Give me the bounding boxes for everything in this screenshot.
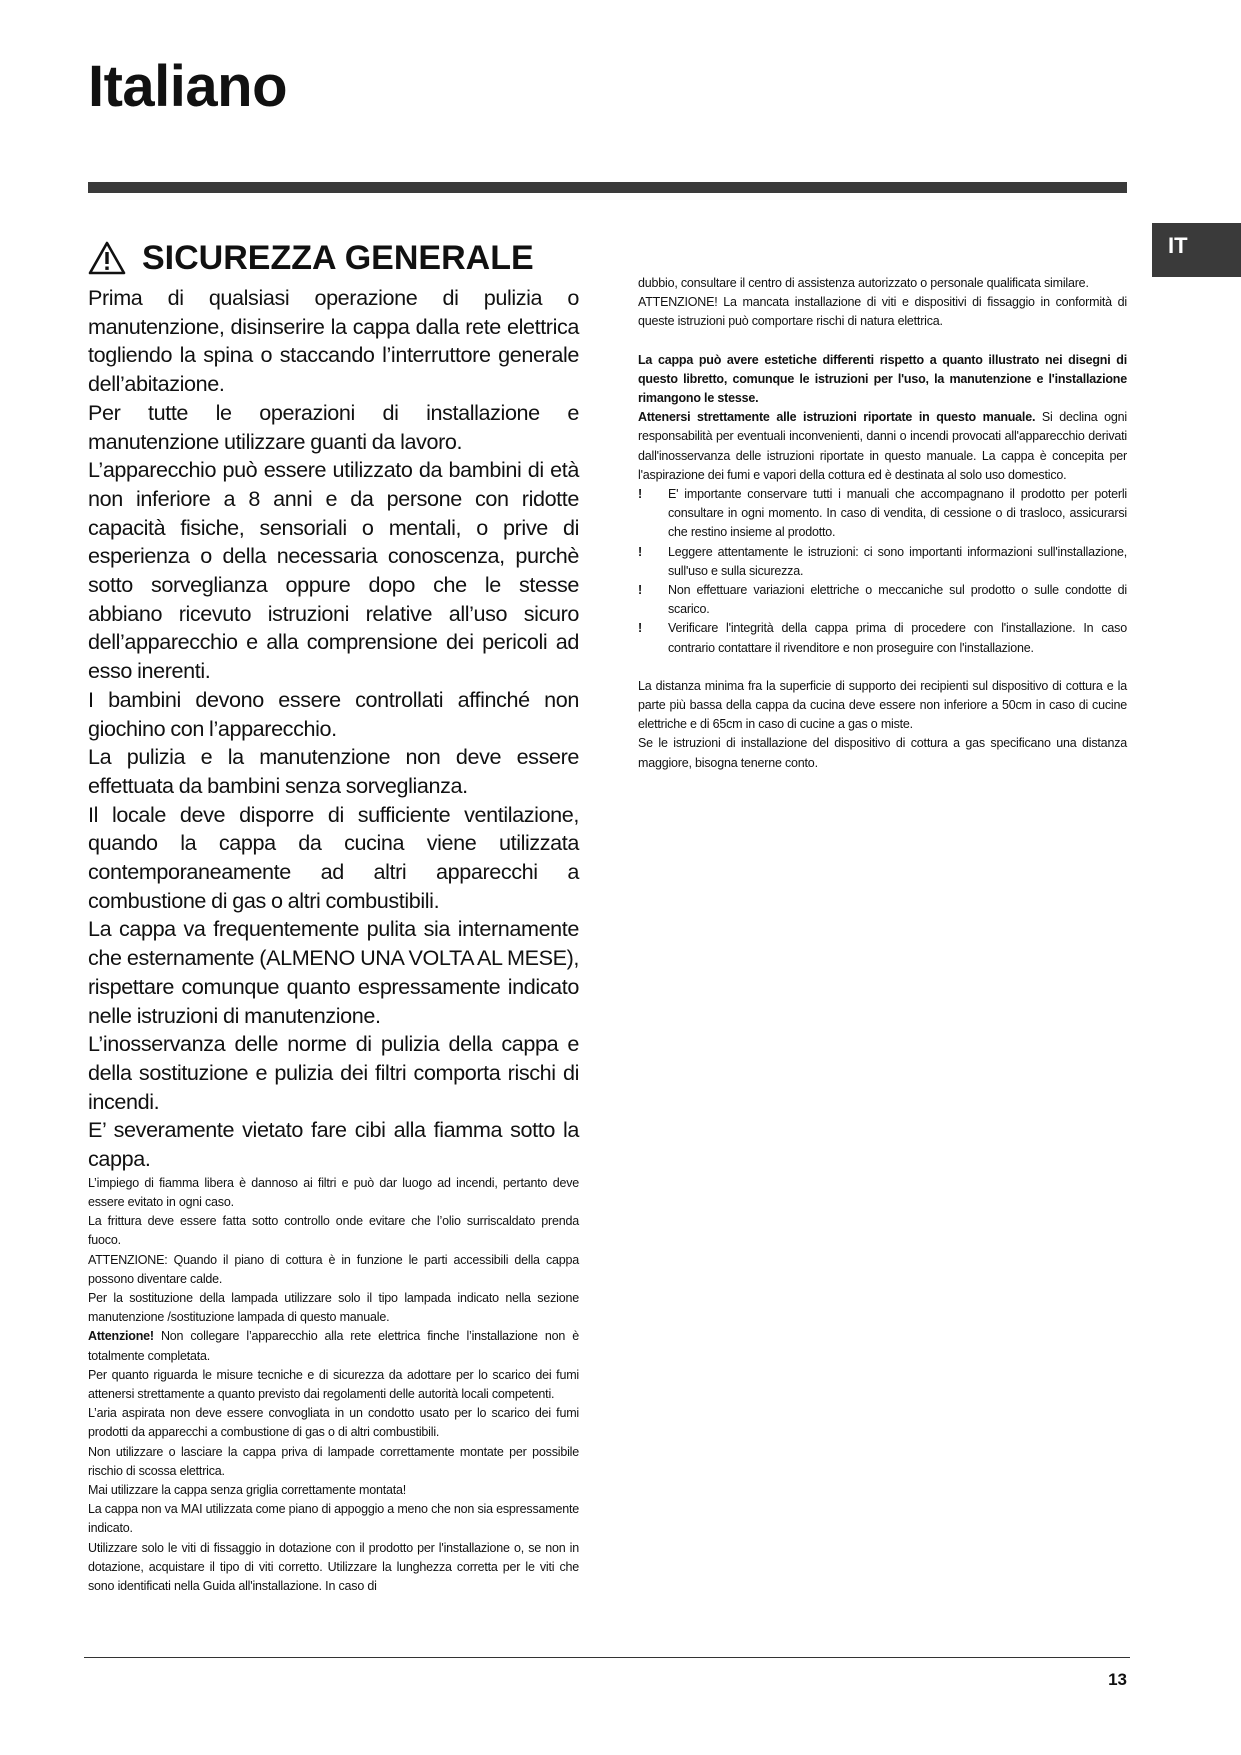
- warning-triangle-icon: [88, 241, 126, 275]
- small-paragraph: La distanza minima fra la superficie di supporto dei recipienti sul dispositivo di cottura e la parte più bassa della cappa da cucina deve essere non inferiore a 50cm in caso di cucine elettriche e di 65cm in caso di cucine a gas o miste.: [638, 678, 1127, 732]
- attention-label: Attenzione!: [88, 1329, 154, 1344]
- language-tab: IT: [1152, 223, 1241, 277]
- small-paragraph: La cappa non va MAI utilizzata come piano di appoggio a meno che non sia espressamente indicato.: [88, 1502, 579, 1536]
- page-title: Italiano: [88, 54, 288, 119]
- exclamation-bullet: !: [638, 621, 643, 636]
- adhere-label: Attenersi strettamente alle istruzioni riportate in questo manuale.: [638, 410, 1036, 425]
- small-paragraph: Utilizzare solo le viti di fissaggio in dotazione con il prodotto per l'installazione o, se non in dotazione, acquistare il tipo di viti corretto. Utilizzare la lunghezza corretta per le viti che sono identificati nella Guida all'installazione. In caso di: [88, 1540, 579, 1594]
- small-paragraph: Non utilizzare o lasciare la cappa priva di lampade correttamente montate per possibile rischio di scossa elettrica.: [88, 1444, 579, 1478]
- small-paragraph: L’impiego di fiamma libera è dannoso ai filtri e può dar luogo ad incendi, pertanto deve essere evitato in ogni caso.: [88, 1175, 579, 1209]
- list-item-text: Leggere attentamente le istruzioni: ci sono importanti informazioni sull'installazione, sull'uso e sulla sicurezza.: [668, 544, 1127, 578]
- paragraph: E’ severamente vietato fare cibi alla fiamma sotto la cappa.: [88, 1117, 579, 1172]
- spacer: [638, 658, 1127, 677]
- paragraph: La pulizia e la manutenzione non deve essere effettuata da bambini senza sorveglianza.: [88, 744, 579, 798]
- adhere-text: Si declina ogni responsabilità per eventuali inconvenienti, danni o incendi provocati all'apparecchio derivati dall'inosservanza delle istruzioni riportate in questo manuale. La cappa è concepita per l'aspirazione dei fumi e vapori della cottura ed è destinata al solo uso domestico.: [638, 410, 1128, 482]
- small-paragraph: Per la sostituzione della lampada utilizzare solo il tipo lampada indicato nella sezione manutenzione /sostituzione lampada di questo manuale.: [88, 1291, 579, 1325]
- list-item: [638, 543, 1127, 581]
- small-paragraph: ATTENZIONE! La mancata installazione di viti e dispositivi di fissaggio in conformità di queste istruzioni può comportare rischi di natura elettrica.: [638, 295, 1127, 329]
- small-paragraph: ATTENZIONE: Quando il piano di cottura è in funzione le parti accessibili della cappa possono diventare calde.: [88, 1252, 579, 1286]
- list-item-text: E' importante conservare tutti i manuali che accompagnano il prodotto per poterli consultare in ogni momento. In caso di vendita, di cessione o di trasloco, assicurarsi che restino insieme al prodotto.: [668, 487, 1127, 540]
- small-paragraph: L’aria aspirata non deve essere convogliata in un condotto usato per lo scarico dei fumi prodotti da apparecchi a combustione di gas o di altri combustibili.: [88, 1406, 579, 1440]
- exclamation-bullet: !: [638, 487, 643, 502]
- paragraph: I bambini devono essere controllati affinché non giochino con l’apparecchio.: [88, 686, 579, 741]
- paragraph: Prima di qualsiasi operazione di pulizia o manutenzione, disinserire la cappa dalla rete elettrica togliendo la spina o staccando l’interruttore generale dell’abitazione.: [88, 285, 579, 397]
- paragraph: L’apparecchio può essere utilizzato da bambini di età non inferiore a 8 anni e da persone con ridotte capacità fisiche, sensoriali o mentali, o prive di esperienza o della necessaria conoscenza, purchè sotto sorveglianza oppure dopo che le stesse abbiano ricevuto istruzioni relative all’uso sicuro dell’apparecchio e alla comprensione dei pericoli ad esso inerenti.: [88, 457, 579, 684]
- small-paragraph: dubbio, consultare il centro di assistenza autorizzato o personale qualificata similare.: [638, 276, 1089, 290]
- small-paragraph: Per quanto riguarda le misure tecniche e di sicurezza da adottare per lo scarico dei fumi attenersi strettamente a quanto previsto dai regolamenti delle autorità locali competenti.: [88, 1367, 579, 1402]
- list-item-text: Non effettuare variazioni elettriche o meccaniche sul prodotto o sulle condotte di scarico.: [668, 583, 1127, 617]
- adhere-paragraph: [638, 408, 1127, 485]
- footer-rule: [84, 1657, 1130, 1658]
- section-heading-text: SICUREZZA GENERALE: [142, 239, 534, 277]
- list-item-text: Verificare l'integrità della cappa prima di procedere con l'installazione. In caso contrario contattare il rivenditore e non proseguire con l'installazione.: [668, 621, 1127, 655]
- attention-text: Non collegare l’apparecchio alla rete elettrica finche l’installazione non è totalmente completata.: [88, 1329, 579, 1363]
- paragraph: Il locale deve disporre di sufficiente ventilazione, quando la cappa da cucina viene utilizzata contemporaneamente ad altri apparecchi a combustione di gas o altri combustibili.: [88, 801, 579, 913]
- right-column: [638, 274, 1127, 773]
- paragraph: Per tutte le operazioni di installazione e manutenzione utilizzare guanti da lavoro.: [88, 399, 579, 454]
- page-number: 13: [1108, 1670, 1127, 1689]
- list-item: [638, 485, 1127, 543]
- exclamation-bullet: !: [638, 583, 643, 598]
- small-paragraph: Mai utilizzare la cappa senza griglia correttamente montata!: [88, 1483, 407, 1498]
- list-item: [638, 581, 1127, 619]
- attention-paragraph: [88, 1327, 579, 1365]
- small-paragraph: Se le istruzioni di installazione del dispositivo di cottura a gas specificano una distanza maggiore, bisogna tenerne conto.: [638, 736, 1127, 770]
- spacer: [638, 332, 1127, 351]
- left-column: [88, 236, 579, 1596]
- paragraph: L’inosservanza delle norme di pulizia della cappa e della sostituzione e pulizia dei filtri comporta rischi di incendi.: [88, 1031, 579, 1114]
- small-paragraph: La frittura deve essere fatta sotto controllo onde evitare che l’olio surriscaldato prenda fuoco.: [88, 1214, 579, 1248]
- section-heading: [88, 236, 579, 280]
- list-item: [638, 619, 1127, 657]
- exclamation-bullet: !: [638, 544, 643, 559]
- paragraph: La cappa va frequentemente pulita sia internamente che esternamente (ALMENO UNA VOLTA AL MESE), rispettare comunque quanto espressamente indicato nelle istruzioni di manutenzione.: [88, 916, 579, 1028]
- notice-bold-paragraph: La cappa può avere estetiche differenti rispetto a quanto illustrato nei disegni di questo libretto, comunque le istruzioni per l'uso, la manutenzione e l'installazione rimangono le stesse.: [638, 352, 1127, 406]
- header-rule: [88, 182, 1127, 193]
